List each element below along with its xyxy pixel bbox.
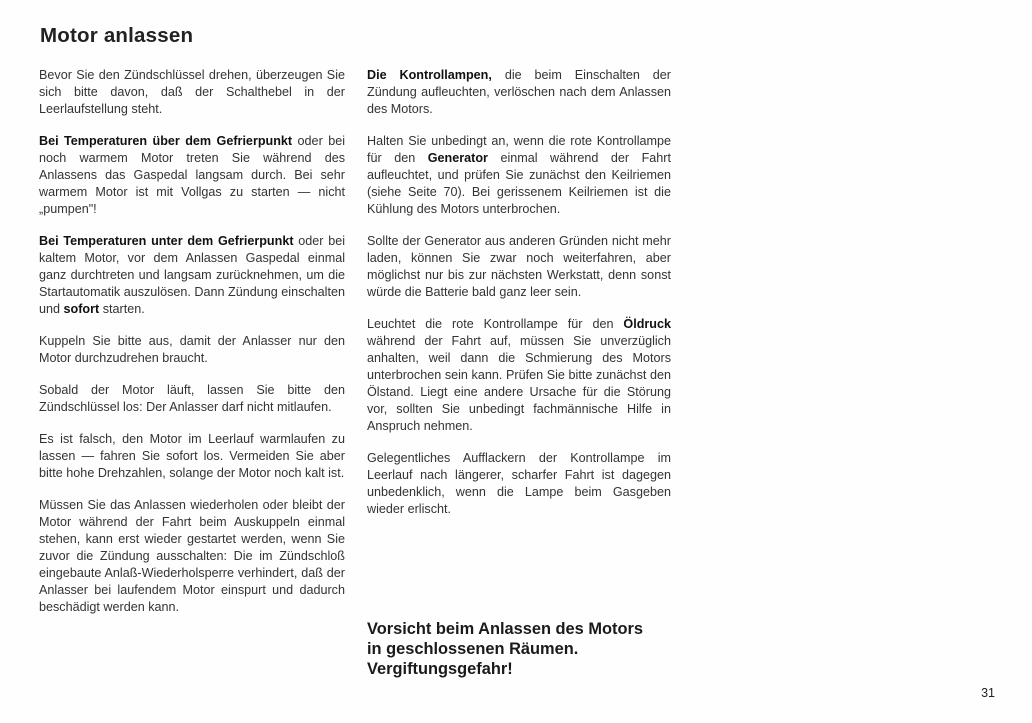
paragraph [39,382,345,416]
paragraph-text: oder bei kaltem Motor, vor dem Anlassen Gaspedal einmal ganz durchtreten und langsam zurücknehmen, um die Startautomatik auszulösen. Dann Zündung einschalten und [39,234,346,316]
paragraph-text: starten. [99,302,145,316]
paragraph-text: Sollte der Generator aus anderen Gründen nicht mehr laden, können Sie zwar noch weiterfahren, aber möglichst nur bis zur nächsten Werkstatt, denn sonst würde die Batterie bald ganz leer sein. [367,234,671,299]
paragraph [39,333,345,367]
paragraph-text: Leuchtet die rote Kontrollampe für den [367,317,624,331]
paragraph [39,233,345,318]
paragraph [367,67,671,118]
paragraph-bold: sofort [63,302,100,316]
paragraph [39,431,345,482]
warning-notice [367,619,677,679]
paragraph-bold: Bei Temperaturen unter dem Gefrierpunkt [39,234,294,248]
paragraph-text: Gelegentliches Aufflackern der Kontrollampe im Leerlauf nach längerer, scharfer Fahrt ist dagegen unbedenklich, wenn die Lampe beim Gasgeben wieder erlischt. [367,451,671,516]
page-title: Motor anlassen [40,24,194,47]
paragraph [367,316,671,435]
paragraph-text: Sobald der Motor läuft, lassen Sie bitte den Zündschlüssel los: Der Anlasser darf nicht mitlaufen. [39,383,345,414]
paragraph-bold: Öldruck [623,317,671,331]
paragraph-text: einmal während der Fahrt aufleuchtet, und prüfen Sie zunächst den Keilriemen (siehe Seite 70). Bei gerissenem Keilriemen ist die Kühlung des Motors unterbrochen. [367,151,671,216]
paragraph-text: Halten Sie unbedingt an, wenn die rote Kontrollampe für den [367,134,671,165]
page-number: 31 [981,686,995,700]
paragraph-text: Es ist falsch, den Motor im Leerlauf warmlaufen zu lassen — fahren Sie sofort los. Vermeiden Sie aber bitte hohe Drehzahlen, solange der Motor noch kalt ist. [39,432,345,480]
paragraph [367,233,671,301]
paragraph-bold: Bei Temperaturen über dem Gefrierpunkt [39,134,293,148]
paragraph [39,133,345,218]
warning-line: Vergiftungsgefahr! [367,660,513,678]
paragraph-text: oder bei noch warmem Motor treten Sie während des Anlassens das Gaspedal langsam durch. Bei sehr warmem Motor ist mit Vollgas zu starten — nicht „pumpen"! [39,134,345,216]
paragraph [39,497,345,616]
paragraph-text: die beim Einschalten der Zündung aufleuchten, verlöschen nach dem Anlassen des Motors. [367,68,671,116]
paragraph-text: Kuppeln Sie bitte aus, damit der Anlasser nur den Motor durchzudrehen braucht. [39,334,345,365]
paragraph [367,450,671,518]
warning-line: Vorsicht beim Anlassen des Motors [367,620,643,638]
paragraph-bold: Die Kontrollampen, [367,68,492,82]
paragraph [367,133,671,218]
left-column [39,67,345,631]
right-column [367,67,671,533]
paragraph-text: Bevor Sie den Zündschlüssel drehen, überzeugen Sie sich bitte davon, daß der Schalthebel in der Leerlaufstellung steht. [39,68,345,116]
paragraph-text: Müssen Sie das Anlassen wiederholen oder bleibt der Motor während der Fahrt beim Auskuppeln einmal stehen, kann erst wieder gestartet werden, wenn Sie zuvor die Zündung ausschalten: Die im Zündschloß eingebaute Anlaß-Wiederholsperre verhindert, daß der Anlasser bei laufendem Motor einspurt und dadurch beschädigt werden kann. [39,498,345,614]
paragraph-text: während der Fahrt auf, müssen Sie unverzüglich anhalten, weil dann die Schmierung des Motors unterbrochen sein kann. Prüfen Sie bitte zunächst den Ölstand. Liegt eine andere Ursache für die Störung vor, sollten Sie unbedingt fachmännische Hilfe in Anspruch nehmen. [367,334,671,433]
paragraph-bold: Generator [427,151,488,165]
warning-line: in geschlossenen Räumen. [367,640,579,658]
paragraph [39,67,345,118]
